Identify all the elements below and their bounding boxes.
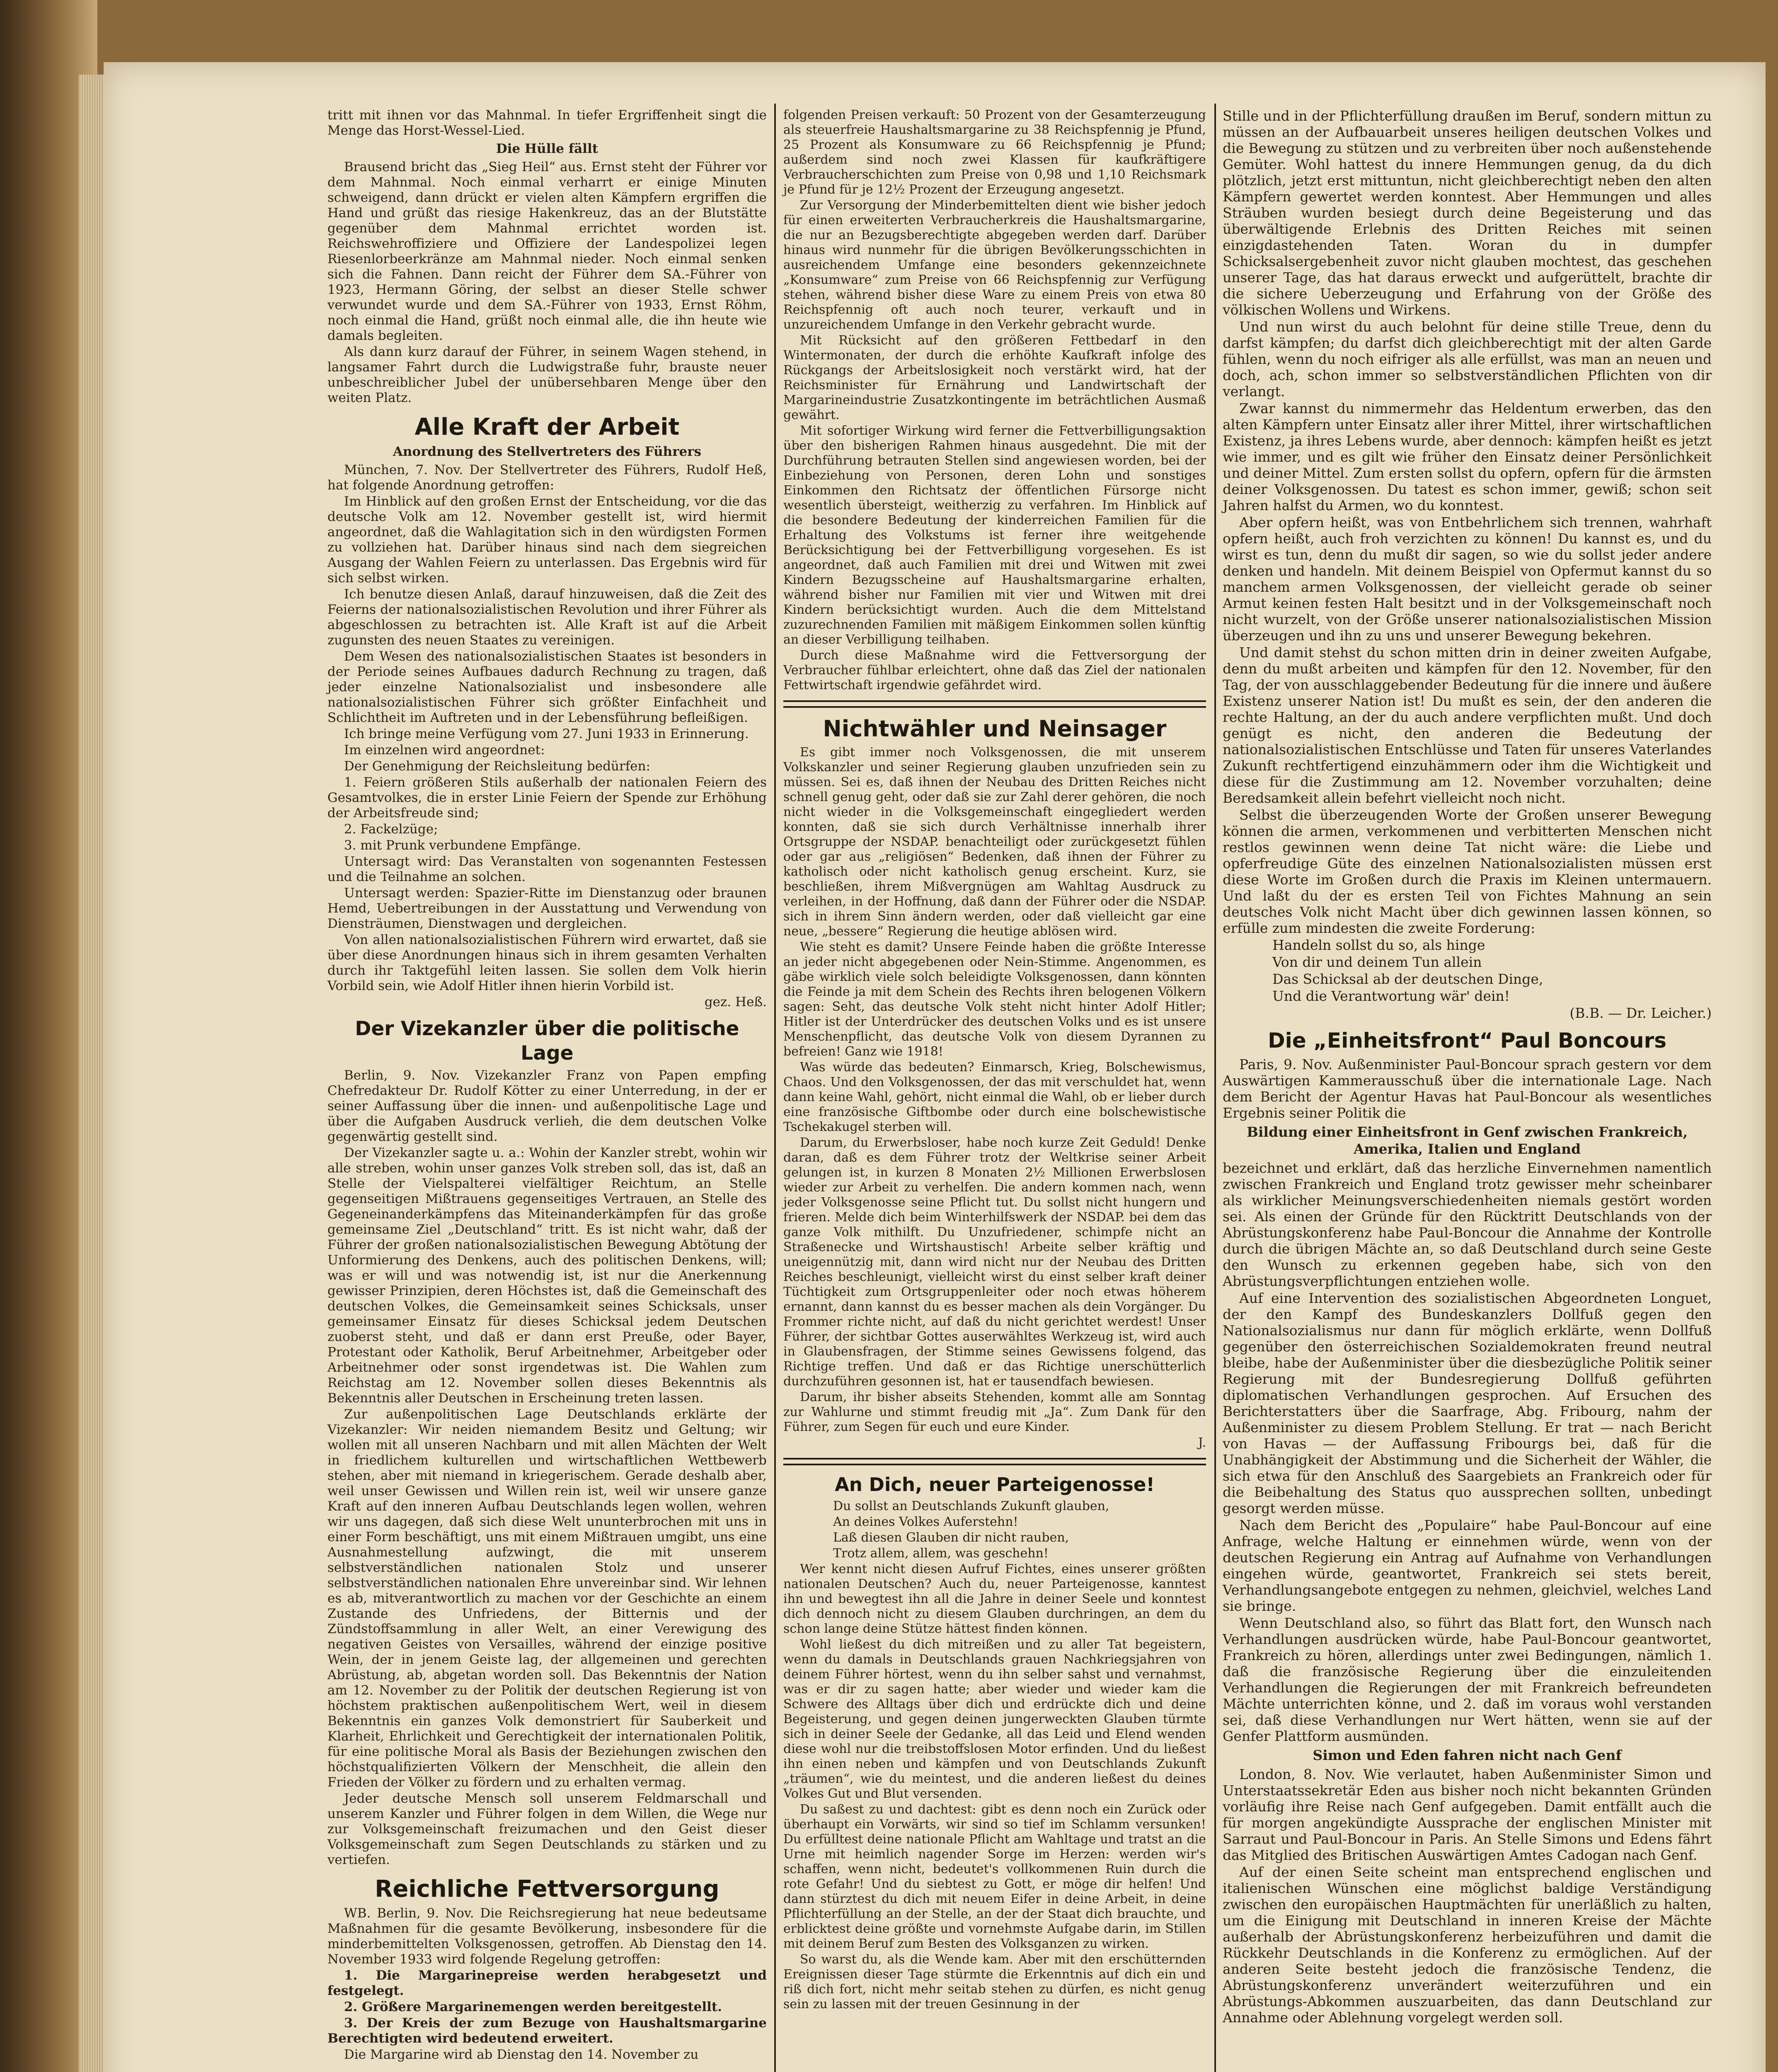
paragraph: Der Vizekanzler sagte u. a.: Wohin der Kanzler strebt, wohin wir alle streben, wohin unser ganzes Volk streben soll, das ist, daß an Stelle der Vielspalterei vielfältiger Reichtum, an Stelle gegenseitigen Mißtrauens gegenseitiges Vertrauen, an Stelle des Gegeneinanderkämpfens das Miteinanderkämpfen für das große gemeinsame Ziel „Deutschland“ tritt. Es ist nicht wahr, daß der Führer der großen nationalsozialistischen Bewegung Abtötung der Unformierung des Denkens, auch des politischen Denkens, will; was er will und was notwendig ist, ist nur die Anerkennung gewisser Prinzipien, deren Höchstes ist, daß die Gemeinschaft des deutschen Volkes, die Gemeinsamkeit seines Schicksals, unser gemeinsamer Einsatz für dieses Schicksal jedem Deutschen zuoberst steht, und daß er dann erst Preuße, oder Bayer, Protestant oder Katholik, Beruf Arbeitnehmer, Arbeitgeber oder Arbeitnehmer oder sonst irgendetwas ist. Die Wahlen zum Reichstag am 12. November sollen dieses Bekenntnis als Bekenntnis aller Deutschen in Erscheinung treten lassen.	[327, 1145, 767, 1406]
subheading-einheitsfront: Bildung einer Einheitsfront in Genf zwischen Frankreich, Amerika, Italien und England	[1247, 1124, 1688, 1157]
paragraph: Der Genehmigung der Reichsleitung bedürfen:	[344, 759, 651, 774]
paragraph: Wenn Deutschland also, so führt das Blatt fort, den Wunsch nach Verhandlungen ausdrücken würde, habe Paul-Boncour geantwortet, Frankreich zu hören, allerdings unter zwei Bedingungen, nämlich 1. daß die französische Regierung über die einzuleitenden Verhandlungen die Regierungen der mit Frankreich befreundeten Mächte unterrichten könne, und 2. daß im voraus wohl verstanden sei, daß diese Verhandlungen nur Wert hätten, wenn sie auf der Genfer Plattform ausmünden.	[1223, 1615, 1712, 1744]
paragraph: Mit Rücksicht auf den größeren Fettbedarf in den Wintermonaten, der durch die erhöhte Kaufkraft infolge des Rückgangs der Arbeitslosigkeit noch verstärkt wird, hat der Reichsminister für Ernährung und Landwirtschaft der Margarineindustrie Zusatzkontingente im beträchtlichen Ausmaß gewährt.	[783, 333, 1206, 422]
paragraph: Selbst die überzeugenden Worte der Großen unserer Bewegung können die armen, verkommenen und verbitterten Menschen nicht restlos gewinnen wenn deine Tat nicht wäre: die Liebe und opferfreudige Güte des einzelnen Nationalsozialisten müssen erst diese Worte im Großen durch die Praxis im Kleinen untermauern. Und laßt du der es ersten Teil von Fichtes Mahnung an sein deutsches Volk nicht Macht über dich gewinnen lassen können, so erfülle zum mindesten die zweite Forderung:	[1223, 807, 1712, 936]
signature: J.	[1198, 1435, 1206, 1450]
paragraph: folgenden Preisen verkauft: 50 Prozent von der Gesamterzeugung als steuerfreie Haushaltsmargarine zu 38 Reichspfennig je Pfund, 25 Prozent als Konsumware zu 66 Reichspfennig je Pfund; außerdem sind noch zwei Klassen für kaufkräftigere Verbraucherschichten zum Preise von 0,98 und 1,10 Reichsmark je Pfund für je 12½ Prozent der Erzeugung angesetzt.	[783, 108, 1206, 197]
paragraph: So warst du, als die Wende kam. Aber mit den erschütternden Ereignissen dieser Tage stürmte die Erkenntnis auf dich ein und riß dich fort, nicht mehr seitab stehen zu dürfen, es nicht genug sein zu lassen mit der treuen Gesinnung in der	[783, 1952, 1206, 2011]
paragraph: Zwar kannst du nimmermehr das Heldentum erwerben, das den alten Kämpfern unter Einsatz aller ihrer Mittel, ihrer wirtschaftlichen Existenz, ja ihres Lebens wurde, aber dennoch: kämpfen heißt es jetzt wie immer, und es gilt wie früher den Einsatz deiner Persönlichkeit und deiner Mittel. Zum ersten sollst du opfern, opfern für die ärmsten deiner Volksgenossen. Du tatest es schon immer, gewiß; schon seit Jahren halfst du Armen, wo du konntest.	[1223, 400, 1712, 513]
column-1	[327, 108, 767, 2063]
column-rule-1	[774, 104, 776, 2072]
paragraph: Paris, 9. Nov. Außenminister Paul-Boncour sprach gestern vor dem Auswärtigen Kammerausschuß über die internationale Lage. Nach dem Bericht der Agentur Havas hat Paul-Boncour als wesentliches Ergebnis seiner Politik die	[1223, 1056, 1712, 1121]
verse-line: An deines Volkes Auferstehn!	[833, 1515, 1018, 1529]
paragraph: Berlin, 9. Nov. Vizekanzler Franz von Papen empfing Chefredakteur Dr. Rudolf Kötter zu einer Unterredung, in der er seiner Auffassung über die innen- und außenpolitische Lage und über die Aufgaben Ausdruck verlieh, die dem deutschen Volke gegenwärtig gestellt sind.	[327, 1068, 767, 1144]
page-edges	[79, 75, 104, 2072]
column-rule-2	[1214, 104, 1216, 2072]
paragraph: Ich bringe meine Verfügung vom 27. Juni 1933 in Erinnerung.	[344, 726, 749, 741]
paragraph: Zur Versorgung der Minderbemittelten dient wie bisher jedoch für einen erweiterten Verbraucherkreis die Haushaltsmargarine, die nur an Bezugsberechtigte abgegeben werden darf. Darüber hinaus wird nunmehr für die übrigen Bevölkerungsschichten in ausreichendem Umfange eine besonders gekennzeichnete „Konsumware“ zum Preise von 66 Reichspfennig zur Verfügung stehen, während bisher diese Ware zu einem Preis von etwa 80 Reichspfennig oft auch noch teurer, verkauft und in unzureichendem Umfange in den Verkehr gebracht wurde.	[783, 198, 1206, 332]
paragraph: Wohl ließest du dich mitreißen und zu aller Tat begeistern, wenn du damals in Deutschlands grauen Nachkriegsjahren von deinem Führer hörtest, wenn du ihn selber sahst und vernahmst, was er dir zu sagen hatte; aber wieder und wieder kam die Schwere des Alltags über dich und erdrückte dich und deine Begeisterung, und gegen deinen jungerweckten Glauben türmte sich in deiner Seele der Gedanke, all das Leid und Elend wenden diese wohl nur die treibstoffslosen Motor erfinden. Und du ließest ihn einen neben und kämpfen und von Deutschlands Zukunft „träumen“, wie du meintest, und die anderen ließest du deines Volkes Gut und Blut versenden.	[783, 1637, 1206, 1801]
paragraph: Du saßest zu und dachtest: gibt es denn noch ein Zurück oder überhaupt ein Vorwärts, wir sind so tief im Schlamm versunken! Du erfülltest deine nationale Pflicht am Wahltage und tratst an die Urne mit heimlich nagender Sorge im Herzen: werden wir's schaffen, wenn nicht, bedeutet's vollkommenen Ruin durch die rote Gefahr! Und du siebtest zu Gott, er möge dir helfen! Und dann stürztest du dich mit neuem Eifer in deine Arbeit, in deine Pflichterfüllung an der Stelle, an der der Staat dich brauchte, und erblicktest deine größte und vornehmste Aufgabe darin, im Stillen mit deinem Beruf zum Besten des Volksganzen zu wirken.	[783, 1802, 1206, 1951]
paragraph: Aber opfern heißt, was von Entbehrlichem sich trennen, wahrhaft opfern heißt, auch froh verzichten zu können! Du kannst es, und du wirst es tun, denn du mußt dir sagen, so wie du sollst jeder andere denken und handeln. Mit deinem Beispiel von Opfermut kannst du so manchem armen Volksgenossen, der vielleicht gerade ob seiner Armut keinen festen Halt besitzt und in der Volksgemeinschaft noch nicht wurzelt, von der Größe unserer nationalsozialistischen Mission überzeugen und ihn zu uns und unserer Bewegung bekehren.	[1223, 514, 1712, 644]
verse-line: Von dir und deinem Tun allein	[1272, 954, 1482, 970]
heading-parteigenosse: An Dich, neuer Parteigenosse!	[835, 1474, 1155, 1496]
column-3	[1223, 108, 1712, 2026]
heading-nichtwaehler: Nichtwähler und Neinsager	[823, 716, 1167, 742]
verse-line: Das Schicksal ab der deutschen Dinge,	[1272, 971, 1543, 987]
divider	[783, 1458, 1206, 1465]
paragraph: Mit sofortiger Wirkung wird ferner die Fettverbilligungsaktion über den bisherigen Rahmen hinaus ausgedehnt. Die mit der Durchführung betrauten Stellen sind angewiesen worden, bei der Einbeziehung von Personen, deren Lohn und sonstiges Einkommen den Richtsatz der öffentlichen Fürsorge nicht wesentlich übersteigt, weitherzig zu verfahren. Im Hinblick auf die besondere Bedeutung der kinderreichen Familien für die Erhaltung des Volkstums ist ferner ihre weitgehende Berücksichtigung bei der Fettverbilligung vorgesehen. Es ist angeordnet, daß auch Familien mit drei und Witwen mit zwei Kindern Bezugsscheine auf Haushaltsmargarine erhalten, während bisher nur Familien mit vier und Witwen mit drei Kindern berücksichtigt wurden. Auch die dem Mittelstand zuzurechnenden Familien mit mäßigem Einkommen sollen künftig an dieser Verbilligung teilhaben.	[783, 424, 1206, 647]
paragraph: 1. Feiern größeren Stils außerhalb der nationalen Feiern des Gesamtvolkes, die in erster Linie Feiern der Spende zur Erhöhung der Arbeitsfreude sind;	[327, 775, 767, 821]
verse-line: Trotz allem, allem, was geschehn!	[833, 1546, 1049, 1561]
paragraph: Und nun wirst du auch belohnt für deine stille Treue, denn du darfst kämpfen; du darfst dich gleichberechtigt mit der alten Garde fühlen, wenn du noch eifriger als alle erfüllst, was man an neuen und doch, ach, schon immer so selbstverständlichen Pflichten von dir verlangt.	[1223, 319, 1712, 399]
heading-huelle: Die Hülle fällt	[496, 141, 598, 156]
subheading-kraft: Anordnung des Stellvertreters des Führers	[392, 444, 702, 459]
paragraph: Als dann kurz darauf der Führer, in seinem Wagen stehend, in langsamer Fahrt durch die Ludwigstraße fuhr, brauste neuer unbeschreiblicher Jubel der unübersehbaren Menge über den weiten Platz.	[327, 344, 767, 405]
paragraph: Von allen nationalsozialistischen Führern wird erwartet, daß sie über diese Anordnungen hinaus sich in ihrem gesamten Verhalten durch ihr Taktgefühl leiten lassen. Sie sollen dem Volk hierin Vorbild sein, wie Adolf Hitler ihnen hierin Vorbild ist.	[327, 932, 767, 993]
paragraph: 3. mit Prunk verbundene Empfänge.	[344, 838, 581, 853]
paragraph: Und damit stehst du schon mitten drin in deiner zweiten Aufgabe, denn du mußt arbeiten und kämpfen für den 12. November, für den Tag, der von ausschlaggebender Bedeutung für die innere und äußere Existenz unserer Nation ist! Du mußt es sein, der den anderen die rechte Haltung, an der du auch andere verpflichten mußt. Und doch genügt es nicht, den anderen die Bedeutung der nationalsozialistischen Entschlüsse und Taten für unseres Vaterlandes Zukunft rechtfertigend einzuhämmern oder ihm die Wichtigkeit und diese für die Zustimmung am 12. November vorzuhalten; deine Beredsamkeit allein befehrt vielleicht noch nicht.	[1223, 644, 1712, 806]
paragraph: Dem Wesen des nationalsozialistischen Staates ist besonders in der Periode seines Aufbaues dadurch Rechnung zu tragen, daß jeder einzelne Nationalsozialist und insbesondere alle nationalsozialistischen Führer sich größter Einfachheit und Schlichtheit im Auftreten und in der Lebensführung befleißigen.	[327, 649, 767, 725]
paragraph: Brausend bricht das „Sieg Heil“ aus. Ernst steht der Führer vor dem Mahnmal. Noch einmal verharrt er einige Minuten schweigend, dann drückt er vielen alten Kämpfern ergriffen die Hand und grüßt das riesige Hakenkreuz, das an der Blutstätte gegenüber dem Mahnmal errichtet worden ist. Reichswehroffiziere und Offiziere der Landespolizei legen Riesenlorbeerkränze am Mahnmal nieder. Noch einmal senken sich die Fahnen. Dann reicht der Führer dem SA.-Führer von 1923, Hermann Göring, der selbst an dieser Stelle schwer verwundet wurde und dem SA.-Führer von 1933, Ernst Röhm, noch einmal die Hand, grüßt noch einmal alle, die ihn heute wie damals begleiten.	[327, 160, 767, 343]
column-2	[783, 108, 1206, 2013]
signature: gez. Heß.	[704, 995, 767, 1009]
paragraph: München, 7. Nov. Der Stellvertreter des Führers, Rudolf Heß, hat folgende Anordnung getroffen:	[327, 462, 767, 493]
paragraph: 1. Die Margarinepreise werden herabgesetzt und festgelegt.	[327, 1968, 767, 1998]
paragraph: Darum, du Erwerbsloser, habe noch kurze Zeit Geduld! Denke daran, daß es dem Führer trotz der Weltkrise seiner Arbeit gelungen ist, in kurzen 8 Monaten 2½ Millionen Erwerbslosen wieder zur Arbeit zu verhelfen. Die andern kommen nach, wenn jeder Volksgenosse seine Pflicht tut. Du sollst nicht hungern und frieren. Melde dich beim Winterhilfswerk der NSDAP. bei dem das ganze Volk mithilft. Du Unzufriedener, schimpfe nicht an Straßenecke und Wirtshaustisch! Arbeite selber kräftig und uneigennützig mit, dann wird nicht nur der Neubau des Dritten Reiches beschleunigt, vielleicht wirst du einst selber kraft deiner Tüchtigkeit zum Ortsgruppenleiter oder noch etwas höherem ernannt, dann kannst du es besser machen als dein Vorgänger. Du Frommer richte nicht, auf daß du nicht gerichtet werdest! Unser Führer, der sichtbar Gottes auserwähltes Werkzeug ist, wird auch in Glaubensfragen, der Stimme seines Gewissens folgend, das Richtige treffen. Und daß er das Richtige unerschütterlich durchzuführen gesonnen ist, hat er tausendfach bewiesen.	[783, 1135, 1206, 1389]
paragraph: Im einzelnen wird angeordnet:	[344, 743, 545, 758]
paragraph: WB. Berlin, 9. Nov. Die Reichsregierung hat neue bedeutsame Maßnahmen für die gesamte Bevölkerung, insbesondere für die minderbemittelten Volksgenossen, getroffen. Ab Dienstag den 14. November 1933 wird folgende Regelung getroffen:	[327, 1906, 767, 1967]
paragraph: Im Hinblick auf den großen Ernst der Entscheidung, vor die das deutsche Volk am 12. November gestellt ist, wird hiermit angeordnet, daß die Wahlagitation sich in den würdigsten Formen zu vollziehen hat. Darüber hinaus sind nach dem siegreichen Ausgang der Wahlen Feiern zu unterlassen. Das Ergebnis wird für sich selbst wirken.	[327, 494, 767, 586]
paragraph: Stille und in der Pflichterfüllung draußen im Beruf, sondern mittun zu müssen an der Aufbauarbeit unseres heiligen deutschen Volkes und die Bewegung zu stützen und zu verbreiten über noch außenstehende Gemüter. Wohl hattest du innere Hemmungen genug, da du dich plötzlich, jetzt erst mittuntun, nicht gleichberechtigt neben den alten Kämpfern gewertet werden konntest. Aber Hemmungen und alles Sträuben wurden besiegt durch deine Begeisterung und das überwältigende Erlebnis des Dritten Reiches mit seinen einzigdastehenden Taten. Woran du in dumpfer Schicksalsergebenheit zuvor nicht glauben mochtest, das geschehen unserer Tage, das hat daraus erweckt und aufgerüttelt, brachte dir die sichere Ueberzeugung und Erfahrung von der Größe des völkischen Wollens und Wirkens.	[1223, 108, 1712, 318]
paragraph: Auf eine Intervention des sozialistischen Abgeordneten Longuet, der den Kampf des Bundeskanzlers Dollfuß gegen den Nationalsozialismus nur dann für möglich erklärte, wenn Dollfuß gegenüber den österreichischen Sozialdemokraten freund neutral bleibe, habe der Außenminister über die diesbezügliche Politik seiner Regierung mit der Bundesregierung Dollfuß geführten diplomatischen Verhandlungen gesprochen. Auf Ersuchen des Berichterstatters über die Saarfrage, Abg. Fribourg, nahm der Außenminister zu diesem Problem Stellung. Er trat — nach Bericht von Havas — der Auffassung Fribourgs bei, daß für die Unabhängigkeit der Abstimmung und die Sicherheit der Wähler, die sich etwa für den Anschluß des Saargebiets an Frankreich oder für die Beibehaltung des Status quo aussprechen sollten, unbedingt gesorgt werden müsse.	[1223, 1290, 1712, 1516]
paragraph: Was würde das bedeuten? Einmarsch, Krieg, Bolschewismus, Chaos. Und den Volksgenossen, der das mit verschuldet hat, wenn dann keine Wahl, gehört, nicht einmal die Wahl, ob er lieber durch eine französische Giftbombe oder durch eine bolschewistische Tschekakugel sterben will.	[783, 1060, 1206, 1134]
heading-kraft: Alle Kraft der Arbeit	[414, 414, 680, 441]
paragraph: Ich benutze diesen Anlaß, darauf hinzuweisen, daß die Zeit des Feierns der nationalsozialistischen Revolution und ihrer Führer als abgeschlossen zu betrachten ist. Alle Kraft ist auf die Arbeit zugunsten des neuen Staates zu vereinigen.	[327, 587, 767, 648]
paragraph: bezeichnet und erklärt, daß das herzliche Einvernehmen namentlich zwischen Frankreich und England trotz gewisser mehr scheinbarer als wirklicher Meinungsverschiedenheiten niemals gestört worden sei. Als einen der Gründe für den Rücktritt Deutschlands von der Abrüstungskonferenz habe Paul-Boncour die Annahme der Kontrolle durch die übrigen Mächte an, so daß Deutschland durch seine Geste den Wunsch zu erkennen gegeben habe, sich von den Abrüstungsverpflichtungen entziehen wolle.	[1223, 1160, 1712, 1289]
paragraph: Auf der einen Seite scheint man entsprechend englischen und italienischen Wünschen eine möglichst baldige Verständigung zwischen den europäischen Hauptmächten für unerläßlich zu halten, um die Einigung mit Deutschland in inneren Kreise der Mächte außerhalb der Abrüstungskonferenz herbeizuführen und damit die Rückkehr Deutschlands in die Konferenz zu ermöglichen. Auf der anderen Seite besteht jedoch die französische Tendenz, die Abrüstungskonferenz unverändert weiterzuführen und ein Abrüstungs-Abkommen auszuarbeiten, das dann Deutschland zur Annahme oder Ablehnung vorgelegt werden soll.	[1223, 1864, 1712, 2026]
verse-line: Handeln sollst du so, als hinge	[1272, 937, 1485, 953]
heading-einheitsfront: Die „Einheitsfront“ Paul Boncours	[1268, 1029, 1667, 1053]
signature: (B.B. — Dr. Leicher.)	[1570, 1005, 1712, 1021]
heading-fettversorgung: Reichliche Fettversorgung	[375, 1876, 719, 1903]
verse-line: Laß diesen Glauben dir nicht rauben,	[833, 1530, 1069, 1545]
heading-simon-eden: Simon und Eden fahren nicht nach Genf	[1313, 1747, 1622, 1763]
paragraph: Darum, ihr bisher abseits Stehenden, kommt alle am Sonntag zur Wahlurne und stimmt freudig mit „Ja“. Zum Dank für den Führer, zum Segen für euch und eure Kinder.	[783, 1390, 1206, 1434]
paragraph: Untersagt wird: Das Veranstalten von sogenannten Festessen und die Teilnahme an solchen.	[327, 854, 767, 884]
paragraph: Wer kennt nicht diesen Aufruf Fichtes, eines unserer größten nationalen Deutschen? Auch du, neuer Parteigenosse, kanntest ihn und bewegtest ihn all die Jahre in deiner Seele und konntest dich dennoch nicht zu diesem Glauben durchringen, an dem du schon lange deine Stütze hättest finden können.	[783, 1562, 1206, 1636]
paragraph: Nach dem Bericht des „Populaire“ habe Paul-Boncour auf eine Anfrage, welche Haltung er einnehmen würde, wenn von der deutschen Regierung ein Antrag auf Aufnahme von Verhandlungen eingehen würde, geantwortet, Frankreich sei stets bereit, Verhandlungsangebote entgegen zu nehmen, gleichviel, welches Land sie bringe.	[1223, 1517, 1712, 1614]
article-intro: tritt mit ihnen vor das Mahnmal. In tiefer Ergriffenheit singt die Menge das Horst-Wessel-Lied.	[327, 108, 767, 138]
paragraph: London, 8. Nov. Wie verlautet, haben Außenminister Simon und Unterstaatssekretär Eden aus bisher noch nicht bekannten Gründen vorläufig ihre Reise nach Genf aufgegeben. Damit entfällt auch die für morgen angekündigte Aussprache der englischen Minister mit Sarraut und Paul-Boncour in Paris. An Stelle Simons und Edens fährt das Mitglied des Britischen Auswärtigen Amtes Cadogan nach Genf.	[1223, 1766, 1712, 1863]
paragraph: Es gibt immer noch Volksgenossen, die mit unserem Volkskanzler und seiner Regierung glauben unzufrieden sein zu müssen. Sei es, daß ihnen der Neubau des Dritten Reiches nicht schnell genug geht, oder daß sie zur Zahl derer gehören, die noch nicht wieder in die Volksgemeinschaft eingegliedert werden konnten, daß sie sich durch Verhältnisse innerhalb ihrer Ortsgruppe der NSDAP. benachteiligt oder zurückgesetzt fühlen oder gar aus „religiösen“ Bedenken, daß ihnen der Führer zu katholisch oder nicht katholisch genug erscheint. Kurz, sie beschließen, ihrem Mißvergnügen am Wahltag Ausdruck zu verleihen, in der Hoffnung, daß dann der Führer oder die NSDAP. sich in ihrem Sinn ändern werden, oder daß vielleicht gar eine neue, „bessere“ Regierung die heutige ablösen wird.	[783, 745, 1206, 939]
paragraph: Jeder deutsche Mensch soll unserem Feldmarschall und unserem Kanzler und Führer folgen in dem Willen, die Wege nur zur Volksgemeinschaft freizumachen und den Geist dieser Volksgemeinschaft zum Segen Deutschlands zu stärken und zu vertiefen.	[327, 1791, 767, 1867]
paragraph: Durch diese Maßnahme wird die Fettversorgung der Verbraucher fühlbar erleichtert, ohne daß das Ziel der nationalen Fettwirtschaft irgendwie gefährdet wird.	[783, 648, 1206, 692]
paragraph: 3. Der Kreis der zum Bezuge von Haushaltsmargarine Berechtigten wird bedeutend erweitert.	[327, 2016, 767, 2046]
paragraph: Untersagt werden: Spazier-Ritte im Dienstanzug oder braunen Hemd, Uebertreibungen in der Ausstattung und Verwendung von Diensträumen, Dienstwagen und dergleichen.	[327, 886, 767, 931]
paragraph: Zur außenpolitischen Lage Deutschlands erklärte der Vizekanzler: Wir neiden niemandem Besitz und Geltung; wir wollen mit all unseren Nachbarn und mit allen Mächten der Welt in friedlichem kulturellen und wirtschaftlichen Wettbewerb stehen, aber mit niemand in kriegerischem. Gerade deshalb aber, weil unser Gewissen und Willen rein ist, weil wir unsere ganze Kraft auf den inneren Aufbau Deutschlands legen wollen, wehren wir uns dagegen, daß sich diese Welt ununterbrochen mit uns in einer Form beschäftigt, uns mit einem Mißtrauen umgibt, uns eine Ausnahmestellung aufzwingt, die mit unserem selbstverständlichen nationalen Stolz und unserer selbstverständlichen nationalen Ehre unvereinbar sind. Wir lehnen es ab, mitverantwortlich zu machen vor der Geschichte an einem Zustande des Unfriedens, der Bitternis und der Zündstoffsammlung in aller Welt, an einer Verewigung des negativen Geistes von Versailles, während der einzige positive Wein, der in jenem Geiste lag, der allgemeinen und gerechten Abrüstung, ab, abgetan worden soll. Das Bekenntnis der Nation am 12. November zu der Politik der deutschen Regierung ist von höchstem praktischen außenpolitischem Wert, weil in diesem Bekenntnis ein ganzes Volk demonstriert für Sauberkeit und Klarheit, Ehrlichkeit und Gerechtigkeit der internationalen Politik, für eine politische Moral als Basis der Beziehungen zwischen den höchstqualifizierten Völkern der Menschheit, die allein den Frieden der Völker zu fördern und zu erhalten vermag.	[327, 1407, 767, 1790]
newspaper-page	[104, 62, 1766, 2072]
heading-vizekanzler: Der Vizekanzler über die politische Lage	[355, 1017, 739, 1065]
divider	[783, 700, 1206, 708]
paragraph: Wie steht es damit? Unsere Feinde haben die größte Interesse an jeder nicht abgegebenen oder Nein-Stimme. Angenommen, es gäbe wirklich viele solch beleidigte Volksgenossen, dann könnten die Feinde ja mit dem Schein des Rechts ihren belogenen Völkern sagen: Seht, das deutsche Volk steht nicht hinter Adolf Hitler; Hitler ist der Unterdrücker des deutschen Volks und es ist unsere Menschenpflicht, das deutsche Volk von diesem Dyrannen zu befreien! Ganz wie 1918!	[783, 940, 1206, 1059]
paragraph: 2. Fackelzüge;	[344, 822, 438, 837]
paragraph: 2. Größere Margarinemengen werden bereitgestellt.	[344, 1999, 722, 2014]
paragraph: Die Margarine wird ab Dienstag den 14. November zu	[344, 2047, 699, 2062]
verse-line: Du sollst an Deutschlands Zukunft glauben,	[833, 1499, 1109, 1513]
verse-line: Und die Verantwortung wär' dein!	[1272, 988, 1510, 1004]
